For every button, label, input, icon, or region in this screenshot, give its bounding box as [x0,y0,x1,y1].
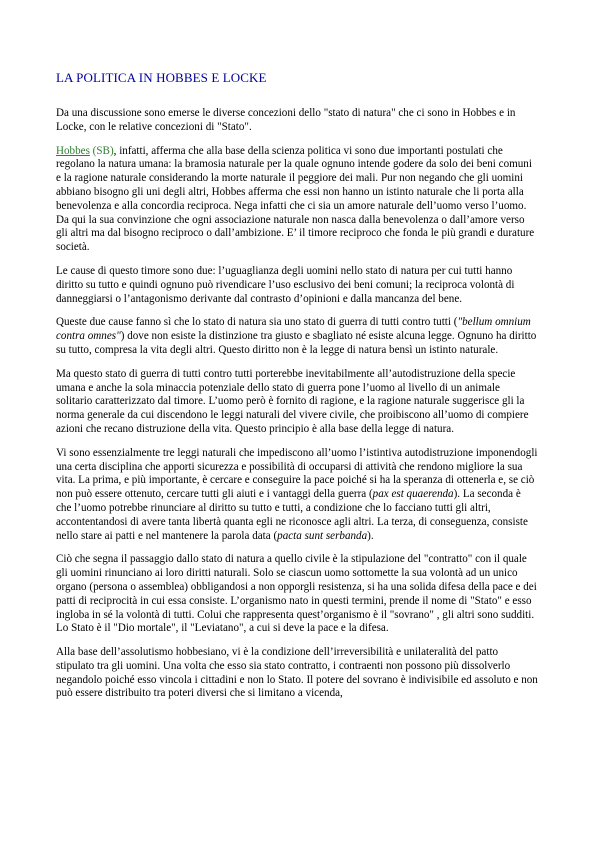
paragraph-absolutism: Alla base dell’assolutismo hobbesiano, vi è la condizione dell’irreversibilità e unilateralità del patto stipulato tra gli uomini. Una volta che esso sia stato contratto, i contraenti non possono più dissolverlo negandolo poiché esso vincola i cittadini e non lo Stato. Il potere del sovrano è indivisibile ed assoluto e non può essere distribuito tra poteri diversi che si limitano a vicenda, [56,646,538,700]
paragraph-text: ). [367,529,374,542]
paragraph-intro: Da una discussione sono emerse le diverse concezioni dello "stato di natura" che ci sono in Hobbes e in Locke, con le relative concezioni di "Stato". [56,107,516,133]
paragraph-text: ) dove non esiste la distinzione tra giusto e sbagliato né esiste alcuna legge. Ognuno ha diritto su tutto, compresa la vita degli altri. Questo diritto non è la legge di natura bensì un istinto naturale. [56,330,537,356]
paragraph-text: ). La seconda è che l’uomo potrebbe rinunciare al diritto su tutto e tutti, a condizione che lo facciano tutti gli altri, accontentandosi di avere tanta libertà quanta egli ne riconosce agli altri. La terza, di conseguenza, consiste nello stare ai patti e nel mantenere la parola data ( [56,488,528,542]
paragraph-text: Queste due cause fanno sì che lo stato di natura sia uno stato di guerra di tutti contro tutti ( [56,316,458,329]
paragraph-contract: Ciò che segna il passaggio dallo stato di natura a quello civile è la stipulazione del "contratto" con il quale gli uomini rinunciano ai loro diritti naturali. Solo se ciascun uomo sottomette la sua volontà ad un unico organo (persona o assemblea) obbligandosi a non opporgli resistenza, si ha una solida difesa della pace e dei patti di reciprocità in cui essa consiste. L’organismo nato in questi termini, prende il nome di "Stato" e esso ingloba in sé la volontà di tutti. Colui che rappresenta quest’organismo è il "sovrano" , gli altri sono sudditi. Lo Stato è il "Dio mortale", il "Leviatano", a cui si deve la pace e la difesa. [56,553,537,635]
paragraph-causes: Le cause di questo timore sono due: l’uguaglianza degli uomini nello stato di natura per cui tutti hanno diritto su tutto e quindi ognuno può rivendicare l’uso esclusivo dei beni comuni; la reciproca volontà di danneggiarsi o l’antagonismo derivante dal contrasto d’opinioni e dalla mancanza del bene. [56,264,515,305]
paragraph-state-of-war [56,316,538,357]
hobbes-link[interactable]: Hobbes [56,144,90,157]
sb-tag[interactable]: (SB) [89,144,114,157]
paragraph-natural-laws [56,447,538,544]
paragraph-text: Vi sono essenzialmente tre leggi naturali che impediscono all’uomo l’istintiva autodistruzione imponendogli una certa disciplina che apporti sicurezza e possibilità di occuparsi di attività che rendono migliore la sua vita. La prima, e più importante, è cercare e conseguire la pace poiché si ha la speranza di ottenerla e, se ciò non può essere ottenuto, cercare tutti gli aiuti e i vantaggi della guerra ( [56,446,538,501]
paragraph-text: , infatti, afferma che alla base della scienza politica vi sono due importanti postulati che regolano la natura umana: la bramosia naturale per la quale ognuno intende godere da solo dei beni comuni e la ragione naturale considerando la morte naturale il peggiore dei mali. Pur non negando che gli uomini abbiano bisogno gli uni degli altri, Hobbes afferma che essi non hanno un istinto naturale che li porta alla benevolenza e alla concordia reciproca. Nega infatti che ci sia un amore naturale dell’uomo verso l’uomo. Da qui la sua convinzione che ogni associazione naturale non nasca dalla benevolenza o dall’amore verso gli altri ma dal bisogno reciproco o dall’ambizione. E’ il timore reciproco che fonda le più grandi e durature società. [56,144,535,254]
document-body [56,70,538,711]
latin-phrase: pax est quaerenda [372,488,454,501]
latin-quote: "bellum omnium contra omnes" [56,316,531,343]
page-title: LA POLITICA IN HOBBES E LOCKE [56,70,267,85]
latin-phrase: pacta sunt serbanda [277,529,368,542]
paragraph-natural-reason: Ma questo stato di guerra di tutti contro tutti porterebbe inevitabilmente all’autodistruzione della specie umana e anche la sola minaccia potenziale dello stato di guerra pone l’uomo al livello di un animale solitario caratterizzato dal timore. L’uomo però è fornito di ragione, e la ragione naturale suggerisce gli la norma generale da cui discendono le leggi naturali del vivere civile, che proibiscono all’uomo di compiere azioni che recano distruzione della vita. Questo principio è alla base della legge di natura. [56,367,529,435]
paragraph-hobbes-postulates [56,145,538,255]
